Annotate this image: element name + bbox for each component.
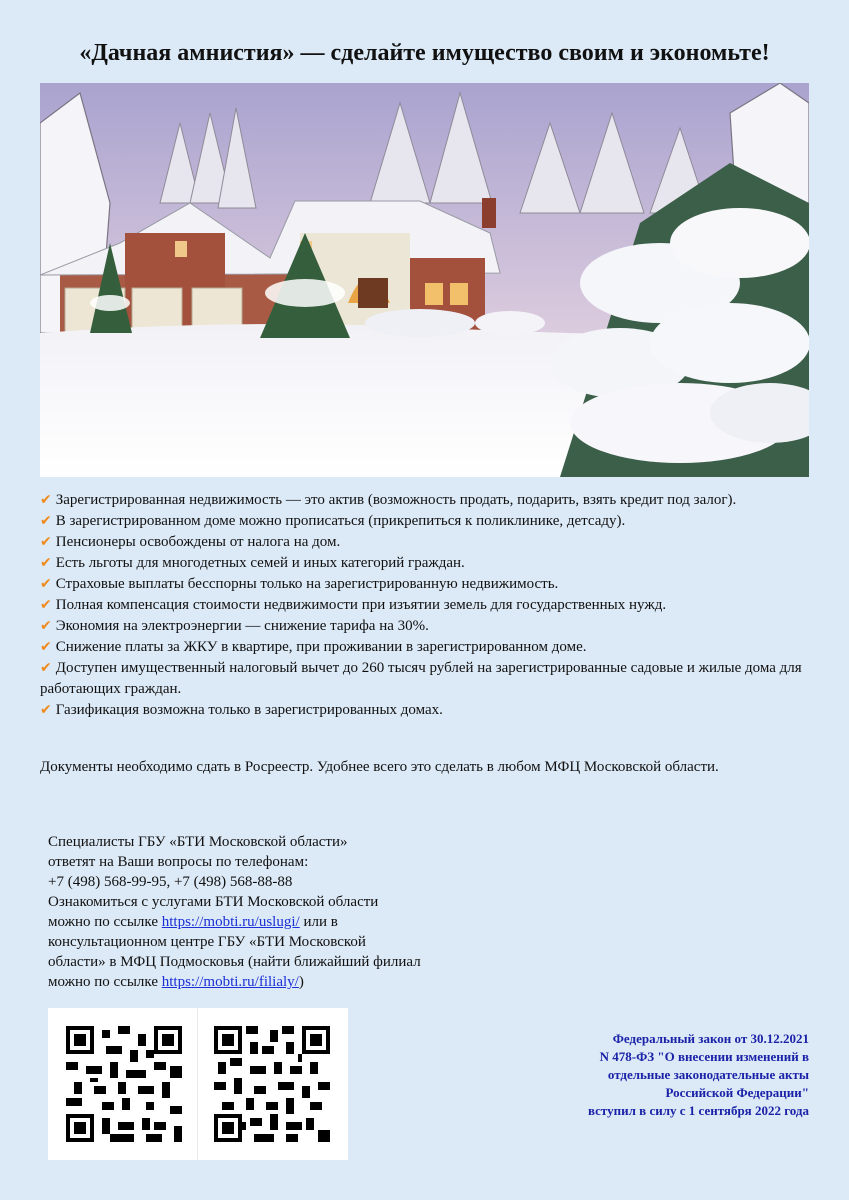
list-item: ✔ Экономия на электроэнергии — снижение тарифа на 30%. (40, 618, 429, 634)
list-item: ✔ Полная компенсация стоимости недвижимости при изъятии земель для государственных нужд. (40, 597, 667, 613)
list-item: ✔ Газификация возможна только в зарегистрированных домах. (40, 702, 443, 718)
list-item: ✔ В зарегистрированном доме можно прописаться (прикрепиться к поликлинике, детсаду). (40, 513, 626, 529)
house-in-snow-image (40, 83, 809, 477)
check-icon: ✔ (40, 702, 52, 718)
contacts-phones: +7 (498) 568-99-95, +7 (498) 568-88-88 (48, 874, 293, 890)
check-icon: ✔ (40, 555, 52, 571)
contacts-line: Специалисты ГБУ «БТИ Московской области» (48, 834, 348, 850)
list-item: ✔ Пенсионеры освобождены от налога на дом. (40, 534, 341, 550)
list-item: ✔ Доступен имущественный налоговый вычет до 260 тысяч рублей на зарегистрированные садовые и жилые дома для работающих граждан. (40, 660, 802, 697)
contacts-line: консультационном центре ГБУ «БТИ Московской (48, 934, 366, 950)
list-item: ✔ Есть льготы для многодетных семей и иных категорий граждан. (40, 555, 465, 571)
law-line: N 478-ФЗ "О внесении изменений в (599, 1049, 809, 1064)
check-icon: ✔ (40, 513, 52, 529)
check-icon: ✔ (40, 576, 52, 592)
contacts-line: ответят на Ваши вопросы по телефонам: (48, 854, 309, 870)
check-icon: ✔ (40, 597, 52, 613)
contacts-line: можно по ссылке https://mobti.ru/filialy/) (48, 974, 304, 990)
contacts-block (48, 832, 498, 992)
divider (197, 1008, 198, 1160)
qr-codes-panel (48, 1008, 348, 1160)
documents-note: Документы необходимо сдать в Росреестр. Удобнее всего это сделать в любом МФЦ Московской области. (40, 759, 719, 775)
services-link[interactable]: https://mobti.ru/uslugi/ (161, 914, 300, 930)
check-icon: ✔ (40, 534, 52, 550)
list-item: ✔ Снижение платы за ЖКУ в квартире, при проживании в зарегистрированном доме. (40, 639, 587, 655)
benefits-list (40, 490, 810, 721)
page-title: «Дачная амнистия» — сделайте имущество своим и экономьте! (79, 40, 770, 66)
qr-code-services[interactable] (66, 1026, 182, 1142)
check-icon: ✔ (40, 492, 52, 508)
check-icon: ✔ (40, 660, 52, 676)
law-line: Федеральный закон от 30.12.2021 (612, 1031, 809, 1046)
law-line: Российской Федерации" (665, 1085, 809, 1100)
contacts-line: можно по ссылке https://mobti.ru/uslugi/ или в (48, 914, 338, 930)
contacts-line: области» в МФЦ Подмосковья (найти ближайший филиал (48, 954, 421, 970)
check-icon: ✔ (40, 618, 52, 634)
law-line: отдельные законодательные акты (607, 1067, 809, 1082)
law-line: вступил в силу с 1 сентября 2022 года (587, 1103, 809, 1118)
law-reference (509, 1030, 809, 1120)
qr-code-branches[interactable] (214, 1026, 330, 1142)
check-icon: ✔ (40, 639, 52, 655)
branches-link[interactable]: https://mobti.ru/filialy/ (161, 974, 299, 990)
list-item: ✔ Страховые выплаты бесспорны только на зарегистрированную недвижимость. (40, 576, 559, 592)
list-item: ✔ Зарегистрированная недвижимость — это актив (возможность продать, подарить, взять кредит под залог). (40, 492, 737, 508)
contacts-line: Ознакомиться с услугами БТИ Московской области (48, 894, 379, 910)
